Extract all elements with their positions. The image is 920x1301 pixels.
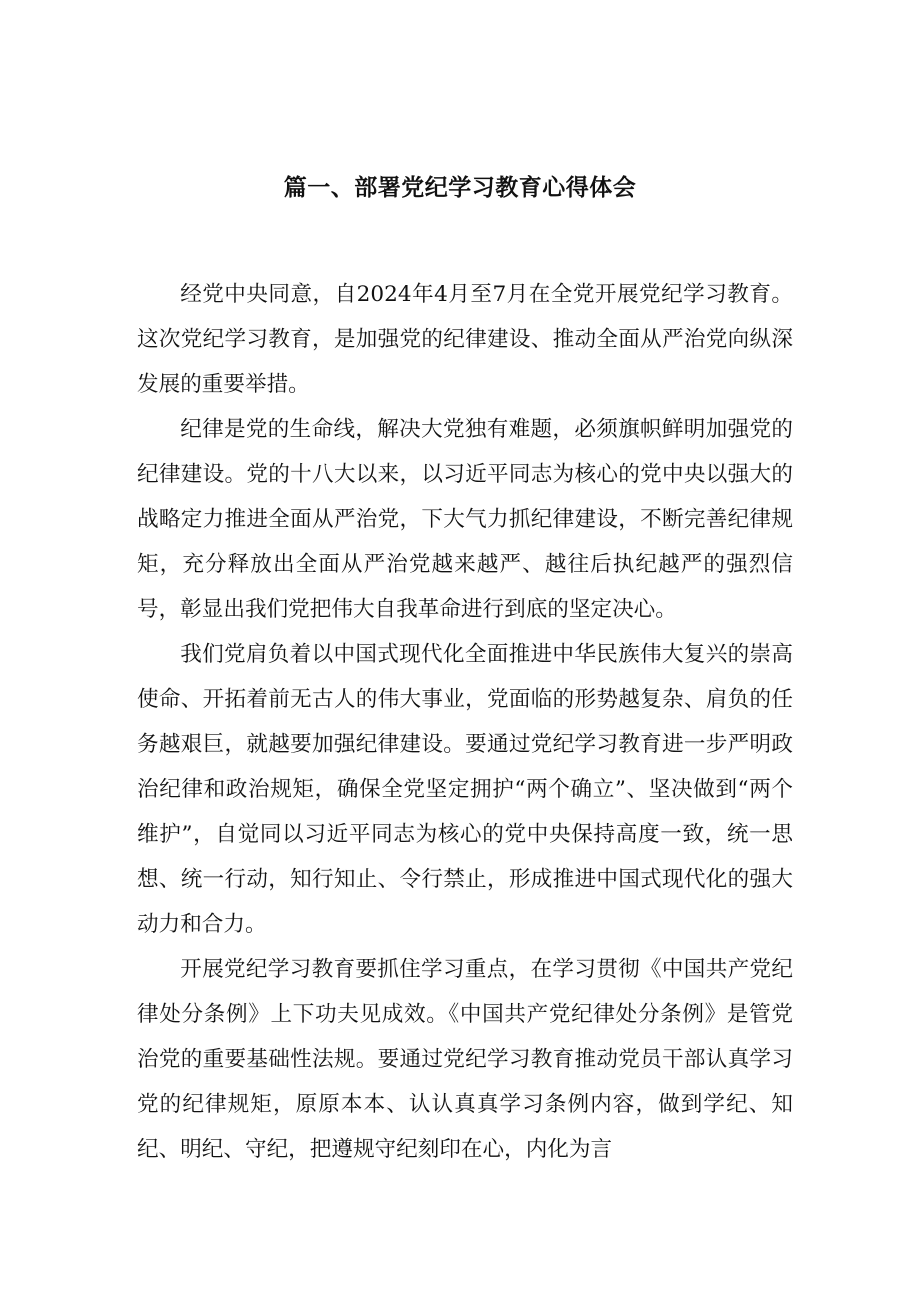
paragraph-4: 开展党纪学习教育要抓住学习重点，在学习贯彻《中国共产党纪律处分条例》上下功夫见成效。《中国共产党纪律处分条例》是管党治党的重要基础性法规。要通过党纪学习教育推动党员干部认真学习党的纪律规矩，原原本本、认认真真学习条例内容，做到学纪、知纪、明纪、守纪，把遵规守纪刻印在心，内化为言 (137, 957, 793, 1162)
document-body (137, 272, 793, 1172)
paragraph-3: 我们党肩负着以中国式现代化全面推进中华民族伟大复兴的崇高使命、开拓着前无古人的伟大事业，党面临的形势越复杂、肩负的任务越艰巨，就越要加强纪律建设。要通过党纪学习教育进一步严明政治纪律和政治规矩，确保全党坚定拥护“两个确立”、坚决做到“两个维护”，自觉同以习近平同志为核心的党中央保持高度一致，统一思想、统一行动，知行知止、令行禁止，形成推进中国式现代化的强大动力和合力。 (137, 642, 793, 937)
document-title: 篇一、部署党纪学习教育心得体会 (283, 175, 637, 201)
paragraph-2: 纪律是党的生命线，解决大党独有难题，必须旗帜鲜明加强党的纪律建设。党的十八大以来，以习近平同志为核心的党中央以强大的战略定力推进全面从严治党，下大气力抓纪律建设，不断完善纪律规矩，充分释放出全面从严治党越来越严、越往后执纪越严的强烈信号，彰显出我们党把伟大自我革命进行到底的坚定决心。 (137, 417, 793, 622)
paragraph-1: 经党中央同意，自2024年4月至7月在全党开展党纪学习教育。这次党纪学习教育，是加强党的纪律建设、推动全面从严治党向纵深发展的重要举措。 (137, 282, 793, 397)
